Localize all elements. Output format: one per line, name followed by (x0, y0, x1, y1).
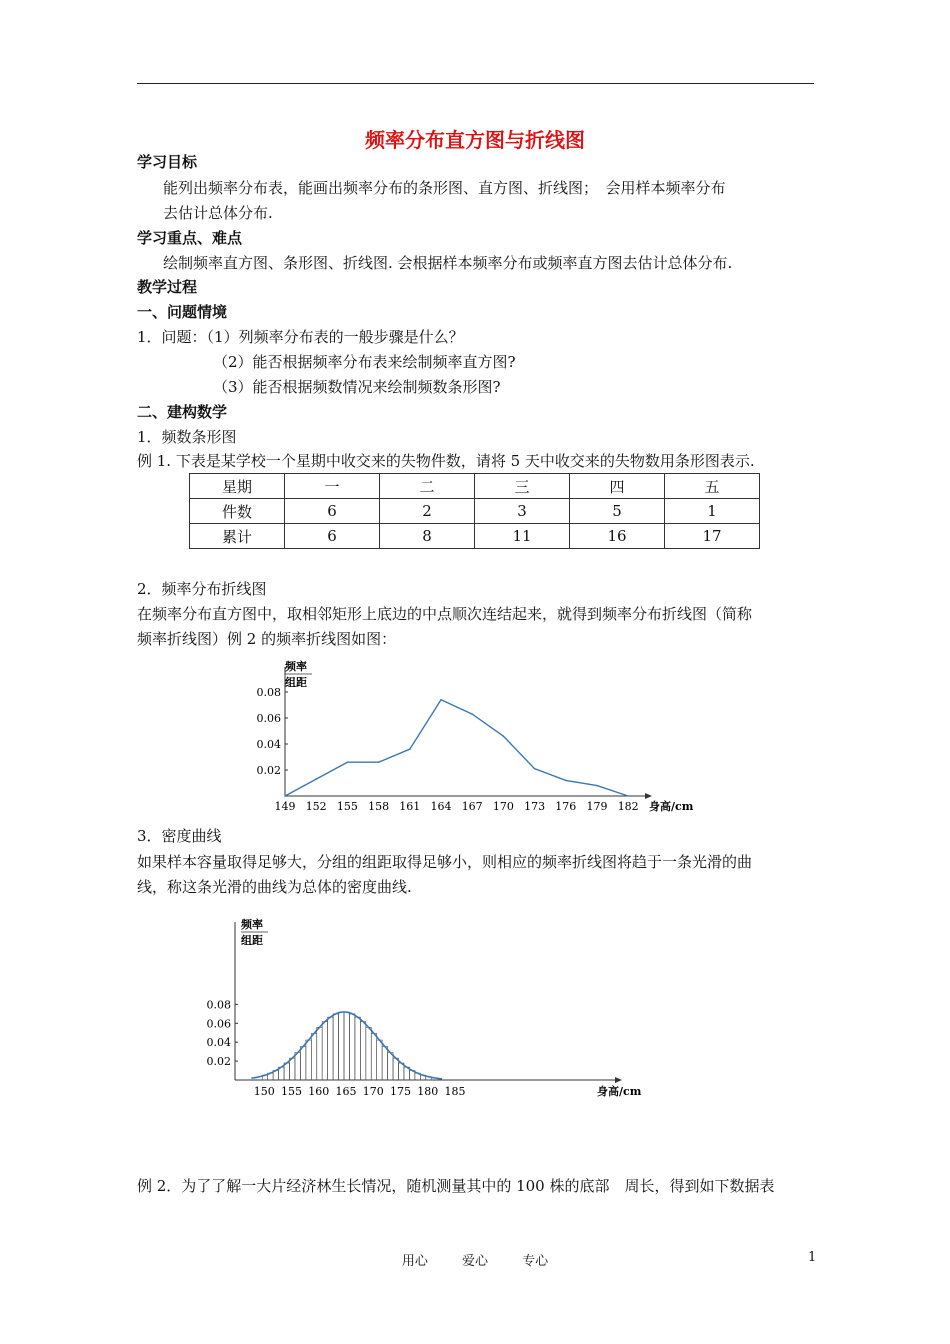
histogram-bar (371, 1034, 376, 1080)
histogram-bar (393, 1058, 398, 1080)
table-cell: 二 (380, 474, 475, 499)
x-tick-label: 167 (461, 800, 483, 813)
histogram-bar (317, 1027, 322, 1080)
data-point (565, 780, 567, 782)
histogram-bar (360, 1022, 365, 1080)
data-point (596, 785, 598, 787)
histogram-bar (355, 1017, 360, 1080)
section-heading-goal: 学习目标 (137, 153, 198, 171)
goal-text-2: 去估计总体分布. (163, 204, 273, 222)
frequency-polygon-chart (240, 655, 710, 815)
table-cell: 件数 (190, 499, 285, 524)
histogram-bar (328, 1017, 333, 1080)
x-tick-label: 176 (555, 800, 577, 813)
x-tick-label: 165 (335, 1085, 357, 1098)
histogram-bar (284, 1063, 289, 1080)
question-3: （3）能否根据频数情况来绘制频数条形图? (213, 378, 501, 396)
x-tick-label: 161 (399, 800, 421, 813)
data-point (409, 748, 411, 750)
x-tick-label: 152 (305, 800, 327, 813)
para-3-line-1: 如果样本容量取得足够大，分组的组距取得足够小，则相应的频率折线图将趋于一条光滑的曲 (137, 853, 753, 871)
x-tick-label: 170 (492, 800, 514, 813)
table-cell: 6 (285, 524, 380, 549)
table-cell: 四 (570, 474, 665, 499)
x-tick-label: 180 (417, 1085, 439, 1098)
table-cell: 11 (475, 524, 570, 549)
para-2-line-1: 在频率分布直方图中，取相邻矩形上底边的中点顺次连结起来，就得到频率分布折线图（简称 (137, 605, 753, 623)
header-rule (137, 83, 814, 84)
histogram-bar (377, 1040, 382, 1080)
data-point (440, 699, 442, 701)
table-row (190, 474, 760, 499)
y-label-top: 频率 (241, 918, 263, 931)
y-label-top: 频率 (285, 660, 307, 673)
section-heading-key: 学习重点、难点 (137, 229, 243, 247)
x-axis-label: 身高/cm (597, 1085, 642, 1098)
key-text: 绘制频率直方图、条形图、折线图. 会根据样本频率分布或频率直方图去估计总体分布. (163, 254, 733, 272)
y-tick-label: 0.08 (206, 998, 231, 1012)
para-3-line-2: 线，称这条光滑的曲线为总体的密度曲线. (137, 878, 412, 896)
y-label-bottom: 组距 (285, 676, 307, 689)
histogram-bar (311, 1034, 316, 1080)
data-point (627, 795, 629, 797)
para-2-line-2: 频率折线图）例 2 的频率折线图如图： (137, 630, 397, 648)
section-heading-2: 二、建构数学 (137, 403, 228, 421)
y-tick-label: 0.02 (206, 1055, 231, 1069)
histogram-bar (322, 1022, 327, 1080)
section-heading-1: 一、问题情境 (137, 303, 228, 321)
table-cell: 1 (665, 499, 760, 524)
table-cell: 6 (285, 499, 380, 524)
x-tick-label: 173 (524, 800, 546, 813)
data-point (378, 761, 380, 763)
y-tick-label: 0.08 (256, 686, 281, 699)
x-axis-label: 身高/cm (649, 800, 694, 813)
table-cell: 一 (285, 474, 380, 499)
y-tick-label: 0.02 (256, 764, 281, 777)
x-tick-label: 179 (586, 800, 608, 813)
data-point (534, 768, 536, 770)
x-tick-label: 185 (444, 1085, 466, 1098)
table-cell: 五 (665, 474, 760, 499)
table-row (190, 524, 760, 549)
example-2-text: 例 2．为了了解一大片经济林生长情况，随机测量其中的 100 株的底部 周长，得到如下数据表 (137, 1177, 775, 1195)
x-tick-label: 155 (281, 1085, 302, 1098)
lost-items-table (189, 473, 760, 549)
table-cell: 累计 (190, 524, 285, 549)
footer-text: 用心 爱心 专心 (401, 1254, 549, 1269)
y-tick-label: 0.06 (206, 1017, 231, 1031)
x-tick-label: 182 (617, 800, 639, 813)
histogram-bar (333, 1014, 338, 1080)
example-1-text: 例 1. 下表是某学校一个星期中收交来的失物件数，请将 5 天中收交来的失物数用条形图表示. (137, 452, 755, 470)
y-tick-label: 0.04 (206, 1036, 231, 1050)
histogram-bar (300, 1047, 305, 1080)
subheading-1: 1．频数条形图 (137, 428, 237, 446)
question-1: 1．问题：（1）列频率分布表的一般步骤是什么？ (137, 328, 464, 346)
histogram-bar (366, 1027, 371, 1080)
x-tick-label: 150 (253, 1085, 275, 1098)
density-curve (251, 1012, 442, 1079)
data-point (503, 735, 505, 737)
x-tick-label: 160 (308, 1085, 330, 1098)
y-tick-label: 0.06 (256, 712, 281, 725)
table-cell: 17 (665, 524, 760, 549)
table-cell: 2 (380, 499, 475, 524)
histogram-bar (349, 1014, 354, 1080)
question-2: （2）能否根据频率分布表来绘制频率直方图? (213, 353, 516, 371)
data-point (284, 795, 286, 797)
x-tick-label: 149 (274, 800, 296, 813)
table-cell: 星期 (190, 474, 285, 499)
data-point (315, 778, 317, 780)
histogram-bar (339, 1012, 344, 1080)
x-tick-label: 155 (336, 800, 358, 813)
table-cell: 5 (570, 499, 665, 524)
page-title: 频率分布直方图与折线图 (365, 128, 585, 152)
data-point (471, 713, 473, 715)
histogram-bar (382, 1047, 387, 1080)
x-tick-label: 158 (368, 800, 390, 813)
histogram-bar (399, 1063, 404, 1080)
page-number: 1 (808, 1250, 817, 1265)
x-axis-arrow (615, 1077, 622, 1083)
density-histogram-chart (195, 910, 665, 1105)
table-row (190, 499, 760, 524)
histogram-bar (290, 1058, 295, 1080)
histogram-bar (344, 1012, 349, 1080)
x-axis-arrow (645, 793, 652, 799)
table-cell: 三 (475, 474, 570, 499)
subheading-3: 3．密度曲线 (137, 827, 222, 845)
goal-text-1: 能列出频率分布表，能画出频率分布的条形图、直方图、折线图； 会用样本频率分布 (163, 179, 726, 197)
data-point (347, 761, 349, 763)
section-heading-process: 教学过程 (137, 278, 198, 296)
y-tick-label: 0.04 (256, 738, 281, 751)
series-line (285, 700, 628, 796)
y-label-bottom: 组距 (241, 934, 263, 947)
histogram-bar (306, 1040, 311, 1080)
x-tick-label: 175 (390, 1085, 411, 1098)
histogram-bar (388, 1053, 393, 1080)
table-cell: 16 (570, 524, 665, 549)
subheading-2: 2．频率分布折线图 (137, 580, 267, 598)
x-tick-label: 164 (430, 800, 452, 813)
x-tick-label: 170 (362, 1085, 384, 1098)
histogram-bar (295, 1053, 300, 1080)
table-cell: 8 (380, 524, 475, 549)
table-cell: 3 (475, 499, 570, 524)
